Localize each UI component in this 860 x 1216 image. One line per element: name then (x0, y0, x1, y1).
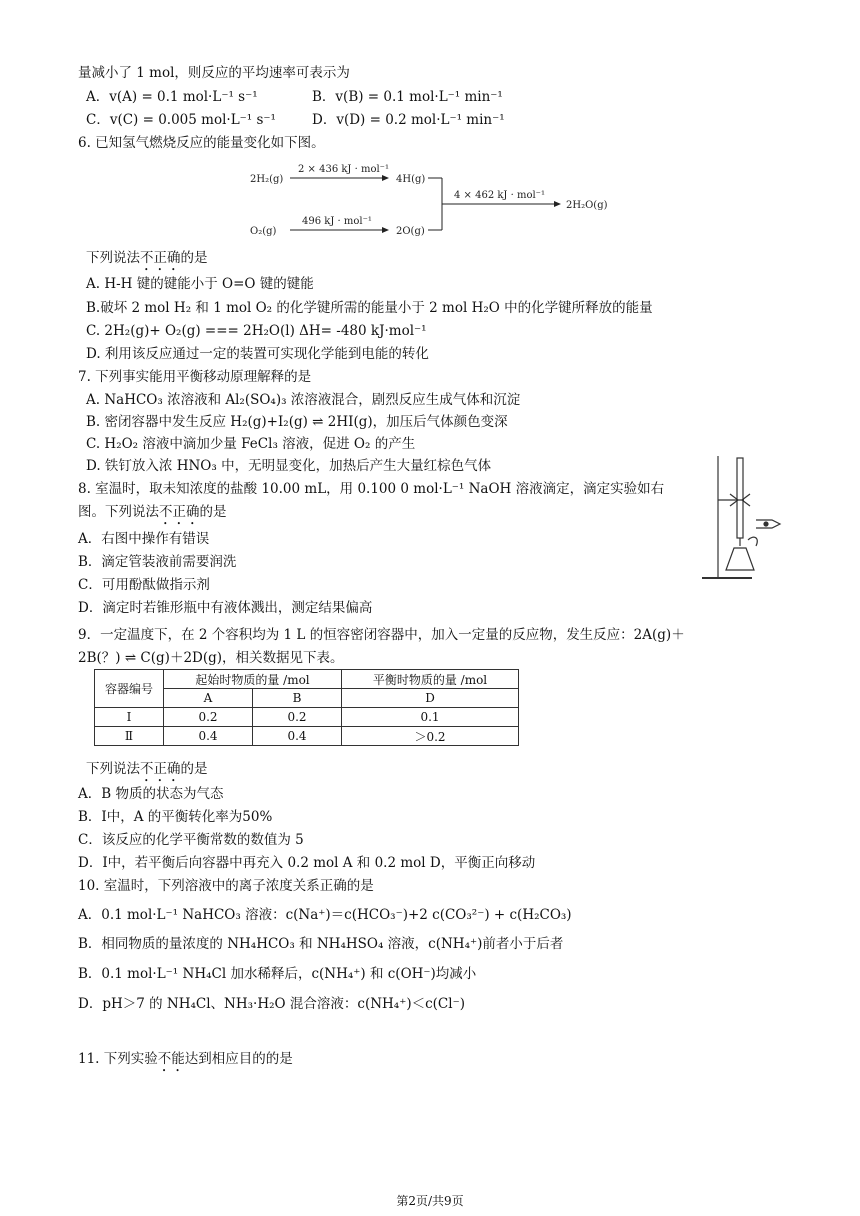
product-energy-label: 4 × 462 kJ · mol⁻¹ (454, 190, 545, 201)
conical-flask (726, 548, 754, 570)
cell-a: 0.4 (164, 727, 253, 746)
q8-option-b: B．滴定管装液前需要润洗 (78, 554, 237, 570)
header-equilibrium: 平衡时物质的量 /mol (342, 670, 519, 689)
q10-option-b: B．相同物质的量浓度的 NH₄HCO₃ 和 NH₄HSO₄ 溶液，c(NH₄⁺)前者小于后者 (78, 936, 564, 952)
q7-option-d: D. 铁钉放入浓 HNO₃ 中，无明显变化，加热后产生大量红棕色气体 (86, 458, 492, 474)
header-vessel: 容器编号 (95, 670, 164, 708)
o-atom-label: 2O(g) (396, 226, 425, 237)
q9-option-d: D．I中，若平衡后向容器中再充入 0.2 mol A 和 0.2 mol D，平衡正向移动 (78, 855, 536, 871)
o2-label: O₂(g) (250, 226, 277, 237)
row-id: Ⅱ (95, 727, 164, 746)
h-atom-label: 4H(g) (396, 174, 426, 185)
q8-option-d: D．滴定时若锥形瓶中有液体溅出，测定结果偏高 (78, 600, 373, 616)
q10-option-d: D．pH＞7 的 NH₄Cl、NH₃·H₂O 混合溶液：c(NH₄⁺)＜c(Cl⁻) (78, 996, 465, 1012)
q9-ask: 下列说法不正确的是 (86, 761, 208, 777)
q8-stem-line1: 8. 室温时，取未知浓度的盐酸 10.00 mL，用 0.100 0 mol·L⁻¹ NaOH 溶液滴定，滴定实验如右 (78, 481, 665, 497)
q9-option-c: C．该反应的化学平衡常数的数值为 5 (78, 832, 304, 848)
q5-option-b: B．v(B) = 0.1 mol·L⁻¹ min⁻¹ (312, 89, 503, 105)
q6-option-d: D. 利用该反应通过一定的装置可实现化学能到电能的转化 (86, 346, 429, 362)
product-label: 2H₂O(g) (566, 200, 608, 211)
cell-b: 0.4 (253, 727, 342, 746)
q7-option-c: C. H₂O₂ 溶液中滴加少量 FeCl₃ 溶液，促进 O₂ 的产生 (86, 436, 416, 452)
q7-option-a: A. NaHCO₃ 浓溶液和 Al₂(SO₄)₃ 浓溶液混合，剧烈反应生成气体和沉淀 (86, 392, 521, 408)
q9-data-table (94, 669, 519, 746)
q10-option-a: A．0.1 mol·L⁻¹ NaHCO₃ 溶液：c(Na⁺)＝c(HCO₃⁻)+2 c(CO₃²⁻) + c(H₂CO₃) (78, 907, 572, 923)
h2-energy-label: 2 × 436 kJ · mol⁻¹ (298, 164, 389, 175)
q6-option-b: B.破坏 2 mol H₂ 和 1 mol O₂ 的化学键所需的能量小于 2 mol H₂O 中的化学键所释放的能量 (86, 300, 653, 316)
hand-sketch (748, 537, 757, 546)
h2-label: 2H₂(g) (250, 174, 284, 185)
q8-stem-line2: 图。下列说法不正确的是 (78, 504, 227, 520)
q5-option-a: A．v(A) = 0.1 mol·L⁻¹ s⁻¹ (86, 89, 258, 105)
q10-stem: 10. 室温时，下列溶液中的离子浓度关系正确的是 (78, 878, 374, 894)
q7-stem: 7. 下列事实能用平衡移动原理解释的是 (78, 369, 312, 385)
header-b: B (253, 689, 342, 708)
q6-stem: 6. 已知氢气燃烧反应的能量变化如下图。 (78, 135, 325, 151)
energy-diagram (240, 158, 620, 242)
page-footer: 第2页/共9页 (396, 1194, 464, 1208)
header-d: D (342, 689, 519, 708)
q5-option-d: D．v(D) = 0.2 mol·L⁻¹ min⁻¹ (312, 112, 505, 128)
q7-option-b: B. 密闭容器中发生反应 H₂(g)+I₂(g) ⇌ 2HI(g)，加压后气体颜色变深 (86, 414, 508, 430)
burette (737, 458, 743, 538)
q9-stem-line1: 9．一定温度下，在 2 个容积均为 1 L 的恒容密闭容器中，加入一定量的反应物，发生反应：2A(g)＋ (78, 627, 685, 643)
q10-option-c: B．0.1 mol·L⁻¹ NH₄Cl 加水稀释后，c(NH₄⁺) 和 c(OH⁻)均减小 (78, 966, 477, 982)
header-start: 起始时物质的量 /mol (164, 670, 342, 689)
q6-ask: 下列说法不正确的是 (86, 250, 208, 266)
table-row (95, 708, 519, 727)
q6-option-a: A. H-H 键的键能小于 O=O 键的键能 (86, 276, 314, 292)
q6-option-c: C. 2H₂(g)+ O₂(g) === 2H₂O(l) ΔH= -480 kJ·mol⁻¹ (86, 323, 427, 339)
q9-option-a: A．B 物质的状态为气态 (78, 786, 224, 802)
table-row (95, 727, 519, 746)
header-a: A (164, 689, 253, 708)
q5-option-c: C．v(C) = 0.005 mol·L⁻¹ s⁻¹ (86, 112, 276, 128)
q11-stem: 11. 下列实验不能达到相应目的的是 (78, 1051, 293, 1067)
eye-pupil (764, 522, 768, 526)
q8-option-a: A．右图中操作有错误 (78, 531, 210, 547)
q9-stem-line2: 2B(？) ⇌ C(g)＋2D(g)，相关数据见下表。 (78, 650, 344, 666)
titration-apparatus-figure (690, 454, 790, 584)
cell-d: ＞0.2 (342, 727, 519, 746)
q8-option-c: C．可用酚酞做指示剂 (78, 577, 210, 593)
cell-b: 0.2 (253, 708, 342, 727)
q9-option-b: B．I中，A 的平衡转化率为50% (78, 809, 273, 825)
row-id: Ⅰ (95, 708, 164, 727)
o2-energy-label: 496 kJ · mol⁻¹ (302, 216, 372, 227)
q5-stem: 量减小了 1 mol，则反应的平均速率可表示为 (78, 65, 350, 81)
cell-a: 0.2 (164, 708, 253, 727)
cell-d: 0.1 (342, 708, 519, 727)
